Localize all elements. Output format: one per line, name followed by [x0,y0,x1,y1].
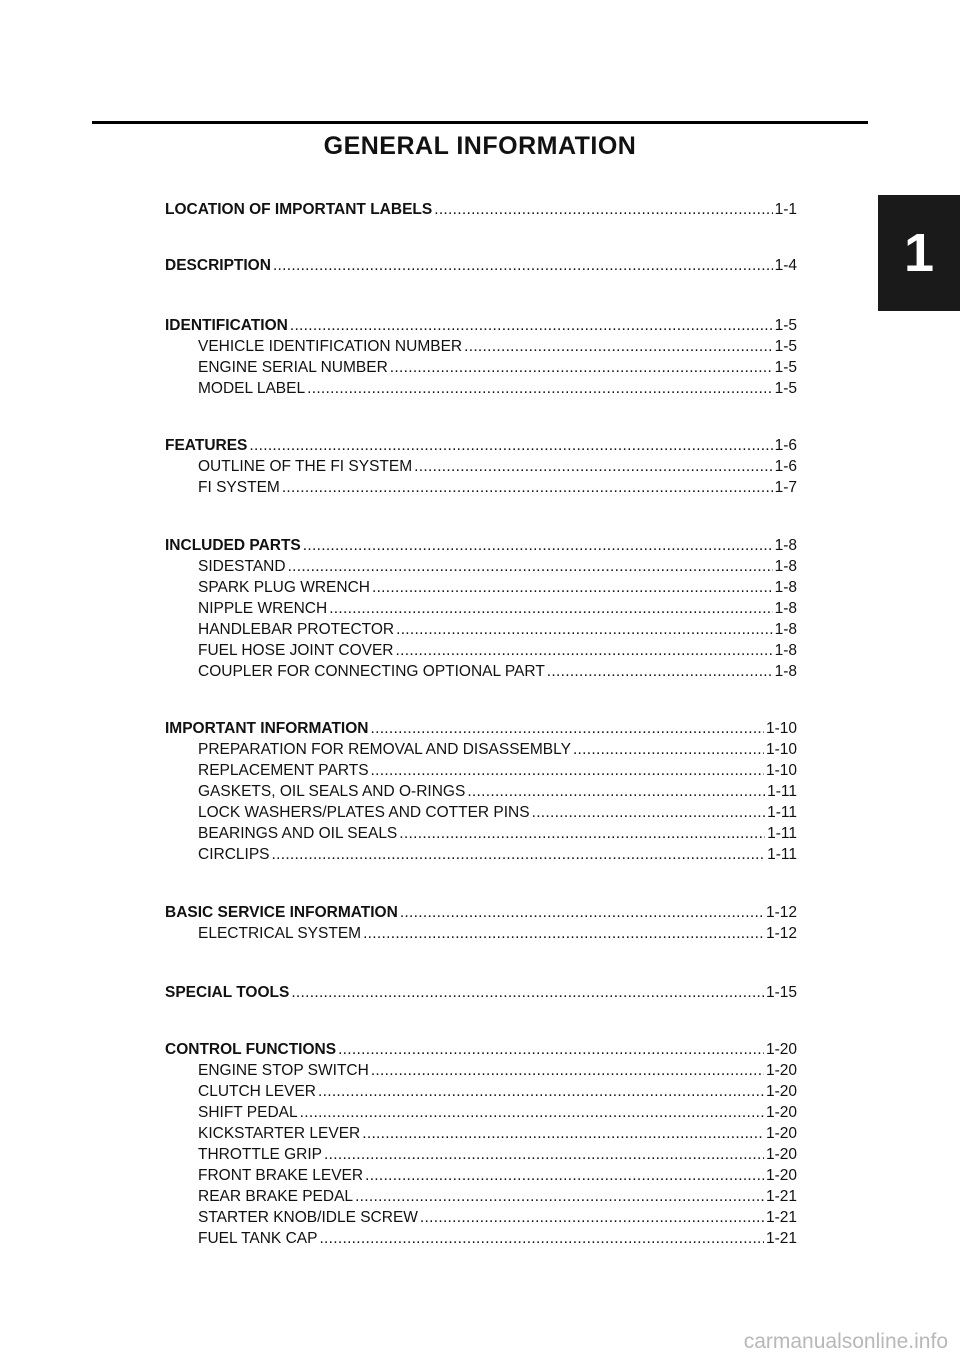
toc-entry[interactable] [165,761,797,781]
toc-leader-dots [396,641,773,661]
toc-label: CIRCLIPS [198,846,270,863]
toc-entry[interactable] [165,478,797,498]
toc-label: LOCATION OF IMPORTANT LABELS [165,201,433,218]
toc-leader-dots [464,337,772,357]
toc-page-number: 1-5 [774,380,797,397]
toc-leader-dots [355,1187,764,1207]
toc-label: FRONT BRAKE LEVER [198,1167,364,1184]
toc-leader-dots [365,1166,764,1186]
toc-page-number: 1-21 [765,1188,797,1205]
toc-page-number: 1-15 [765,984,797,1001]
chapter-tab: 1 [878,195,960,311]
toc-label: ENGINE STOP SWITCH [198,1062,369,1079]
toc-label: OUTLINE OF THE FI SYSTEM [198,458,413,475]
toc-page-number: 1-11 [767,804,797,821]
toc-label: INCLUDED PARTS [165,537,301,554]
toc-entry[interactable] [165,379,797,399]
toc-leader-dots [318,1082,764,1102]
toc-label: FI SYSTEM [198,479,280,496]
toc-label: FUEL HOSE JOINT COVER [198,642,394,659]
toc-page-number: 1-8 [774,579,797,596]
toc-entry[interactable] [165,1124,797,1144]
toc-page-number: 1-8 [774,558,797,575]
toc-label: SPECIAL TOOLS [165,984,290,1001]
toc-label: BEARINGS AND OIL SEALS [198,825,398,842]
toc-page-number: 1-20 [765,1083,797,1100]
toc-entry[interactable] [165,599,797,619]
toc-leader-dots [338,1040,764,1060]
toc-leader-dots [273,256,773,276]
toc-heading[interactable] [165,719,797,739]
toc-leader-dots [372,578,773,598]
toc-label: LOCK WASHERS/PLATES AND COTTER PINS [198,804,530,821]
toc-page-number: 1-10 [765,720,797,737]
toc-heading[interactable] [165,983,797,1003]
toc-entry[interactable] [165,1082,797,1102]
toc-page-number: 1-20 [765,1146,797,1163]
toc-label: KICKSTARTER LEVER [198,1125,361,1142]
toc-entry[interactable] [165,578,797,598]
toc-leader-dots [272,845,766,865]
toc-leader-dots [362,1124,764,1144]
toc-label: DESCRIPTION [165,257,271,274]
toc-page-number: 1-12 [765,925,797,942]
toc-leader-dots [288,557,773,577]
toc-label: PREPARATION FOR REMOVAL AND DISASSEMBLY [198,741,571,758]
toc-label: CONTROL FUNCTIONS [165,1041,337,1058]
toc-label: CLUTCH LEVER [198,1083,316,1100]
toc-leader-dots [291,983,764,1003]
toc-page-number: 1-1 [774,201,797,218]
toc-label: BASIC SERVICE INFORMATION [165,904,398,921]
toc-page-number: 1-6 [774,437,797,454]
toc-entry[interactable] [165,1229,797,1249]
toc-leader-dots [290,316,773,336]
toc-label: ENGINE SERIAL NUMBER [198,359,388,376]
toc-page-number: 1-8 [774,621,797,638]
toc-leader-dots [329,599,772,619]
toc-entry[interactable] [165,1145,797,1165]
toc-page-number: 1-4 [774,257,797,274]
toc-label: SPARK PLUG WRENCH [198,579,370,596]
toc-heading[interactable] [165,1040,797,1060]
toc-label: SHIFT PEDAL [198,1104,298,1121]
toc-entry[interactable] [165,1208,797,1228]
top-rule [92,121,868,124]
toc-entry[interactable] [165,358,797,378]
toc-page-number: 1-8 [774,600,797,617]
toc-leader-dots [303,536,773,556]
toc-entry[interactable] [165,1061,797,1081]
toc-leader-dots [414,457,772,477]
toc-leader-dots [532,803,766,823]
toc-page-number: 1-21 [765,1230,797,1247]
toc-heading[interactable] [165,200,797,220]
toc-label: STARTER KNOB/IDLE SCREW [198,1209,418,1226]
toc-entry[interactable] [165,457,797,477]
toc-entry[interactable] [165,782,797,802]
toc-label: THROTTLE GRIP [198,1146,323,1163]
toc-entry[interactable] [165,803,797,823]
toc-leader-dots [370,719,763,739]
toc-leader-dots [371,761,764,781]
toc-page-number: 1-20 [765,1041,797,1058]
toc-leader-dots [363,924,764,944]
toc-page-number: 1-12 [765,904,797,921]
toc-heading[interactable] [165,903,797,923]
toc-leader-dots [307,379,772,399]
toc-leader-dots [547,662,773,682]
toc-heading[interactable] [165,436,797,456]
toc-label: GASKETS, OIL SEALS AND O-RINGS [198,783,466,800]
toc-page-number: 1-8 [774,663,797,680]
toc-label: IDENTIFICATION [165,317,288,334]
toc-leader-dots [282,478,773,498]
toc-label: REAR BRAKE PEDAL [198,1188,354,1205]
toc-page-number: 1-20 [765,1062,797,1079]
toc-page-number: 1-10 [765,741,797,758]
toc-page-number: 1-8 [774,642,797,659]
toc-leader-dots [399,824,765,844]
toc-leader-dots [573,740,764,760]
toc-leader-dots [390,358,773,378]
toc-page-number: 1-20 [765,1167,797,1184]
toc-leader-dots [400,903,764,923]
toc-label: HANDLEBAR PROTECTOR [198,621,395,638]
toc-page-number: 1-5 [774,359,797,376]
toc-entry[interactable] [165,1166,797,1186]
toc-page-number: 1-11 [767,783,797,800]
toc-entry[interactable] [165,924,797,944]
toc-leader-dots [324,1145,764,1165]
toc-entry[interactable] [165,337,797,357]
toc-page-number: 1-20 [765,1104,797,1121]
toc-page-number: 1-21 [765,1209,797,1226]
toc-page-number: 1-11 [767,846,797,863]
toc-leader-dots [434,200,772,220]
toc-page-number: 1-20 [765,1125,797,1142]
toc-page-number: 1-5 [774,338,797,355]
toc-page-number: 1-11 [767,825,797,842]
toc-label: COUPLER FOR CONNECTING OPTIONAL PART [198,663,545,680]
toc-page-number: 1-6 [774,458,797,475]
toc-entry[interactable] [165,845,797,865]
toc-leader-dots [249,436,772,456]
toc-label: FEATURES [165,437,248,454]
toc-page-number: 1-8 [774,537,797,554]
toc-leader-dots [467,782,765,802]
toc-entry[interactable] [165,824,797,844]
toc-label: ELECTRICAL SYSTEM [198,925,362,942]
toc-page-number: 1-10 [765,762,797,779]
toc-leader-dots [396,620,773,640]
toc-entry[interactable] [165,620,797,640]
toc-entry[interactable] [165,1187,797,1207]
toc-leader-dots [371,1061,764,1081]
toc-entry[interactable] [165,740,797,760]
toc-label: FUEL TANK CAP [198,1230,318,1247]
toc-page-number: 1-5 [774,317,797,334]
toc-entry[interactable] [165,1103,797,1123]
toc-entry[interactable] [165,641,797,661]
toc-page-number: 1-7 [774,479,797,496]
toc-heading[interactable] [165,536,797,556]
toc-entry[interactable] [165,662,797,682]
toc-leader-dots [300,1103,764,1123]
toc-label: IMPORTANT INFORMATION [165,720,369,737]
toc-label: NIPPLE WRENCH [198,600,328,617]
toc-heading[interactable] [165,256,797,276]
watermark: carmanualsonline.info [743,1330,948,1353]
toc-label: SIDESTAND [198,558,286,575]
toc-heading[interactable] [165,316,797,336]
page-title: GENERAL INFORMATION [323,132,637,160]
toc-label: MODEL LABEL [198,380,306,397]
toc-label: VEHICLE IDENTIFICATION NUMBER [198,338,463,355]
toc-label: REPLACEMENT PARTS [198,762,369,779]
toc-entry[interactable] [165,557,797,577]
toc-leader-dots [420,1208,764,1228]
toc-leader-dots [319,1229,764,1249]
